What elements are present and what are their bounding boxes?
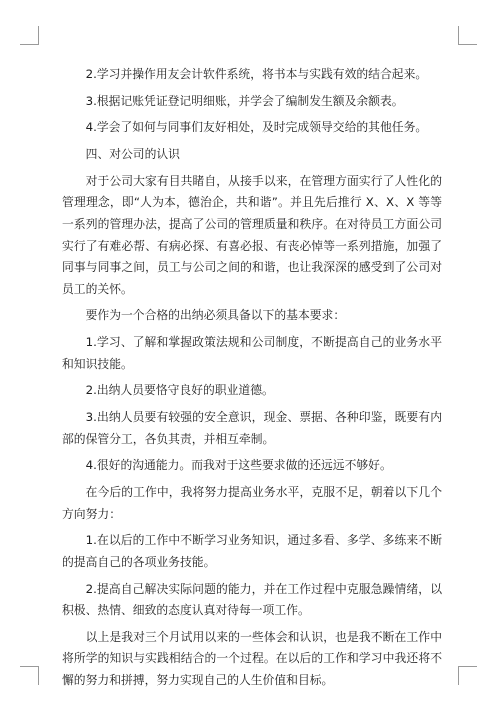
crop-mark-top-left — [20, 26, 39, 45]
paragraph-future-1: 1.在以后的工作中不断学习业务知识，通过多看、多学、多练来不断的提高自己的各项业务技能。 — [62, 533, 442, 569]
paragraph-future-2: 2.提高自己解决实际问题的能力，并在工作过程中克服急躁情绪，以积极、热情、细致的态度认真对待每一项工作。 — [62, 581, 442, 618]
document-body — [62, 64, 442, 697]
section-heading-company: 四、对公司的认识 — [85, 147, 180, 162]
paragraph-item-3: 3.根据记账凭证登记明细账，并学会了编制发生额及余额表。 — [85, 93, 404, 108]
crop-mark-top-right — [458, 26, 477, 45]
paragraph-requirement-4: 4.很好的沟通能力。而我对于这些要求做的还远远不够好。 — [85, 458, 392, 473]
crop-mark-bottom-right — [458, 666, 477, 685]
paragraph-conclusion: 以上是我对三个月试用以来的一些体会和认识，也是我不断在工作中将所学的知识与实践相结合的一个过程。在以后的工作和学习中我还将不懈的努力和拼搏，努力实现自己的人生价值和目标。 — [62, 629, 442, 688]
paragraph-item-4: 4.学会了如何与同事们友好相处，及时完成领导交给的其他任务。 — [85, 120, 428, 135]
paragraph-future-intro: 在今后的工作中，我将努力提高业务水平，克服不足，朝着以下几个方向努力： — [62, 485, 442, 521]
paragraph-requirement-1: 1.学习、了解和掌握政策法规和公司制度，不断提高自己的业务水平和知识技能。 — [62, 335, 442, 371]
crop-mark-bottom-left — [20, 666, 39, 685]
paragraph-company-view: 对于公司大家有目共睹自，从接手以来，在管理方面实行了人性化的管理理念，即“人为本，德治企，共和谐”。并且先后推行 X、X、X 等等一系列的管理办法，提高了公司的管理质量和秩序。在对待员工方面公司实行了有难必帮、有病必探、有喜必报、有丧必悼等一系列措施，加强了同事与同事之间，员工与公司之间的和谐，也让我深深的感受到了公司对员工的关怀。 — [62, 173, 442, 296]
paragraph-item-2: 2.学习并操作用友会计软件系统，将书本与实践有效的结合起来。 — [85, 67, 428, 81]
paragraph-requirements-intro: 要作为一个合格的出纳必须具备以下的基本要求： — [85, 308, 346, 323]
paragraph-requirement-2: 2.出纳人员要恪守良好的职业道德。 — [85, 383, 274, 398]
paragraph-requirement-3: 3.出纳人员要有较强的安全意识，现金、票据、各种印鉴，既要有内部的保管分工，各负其责，并相互牵制。 — [62, 410, 442, 446]
